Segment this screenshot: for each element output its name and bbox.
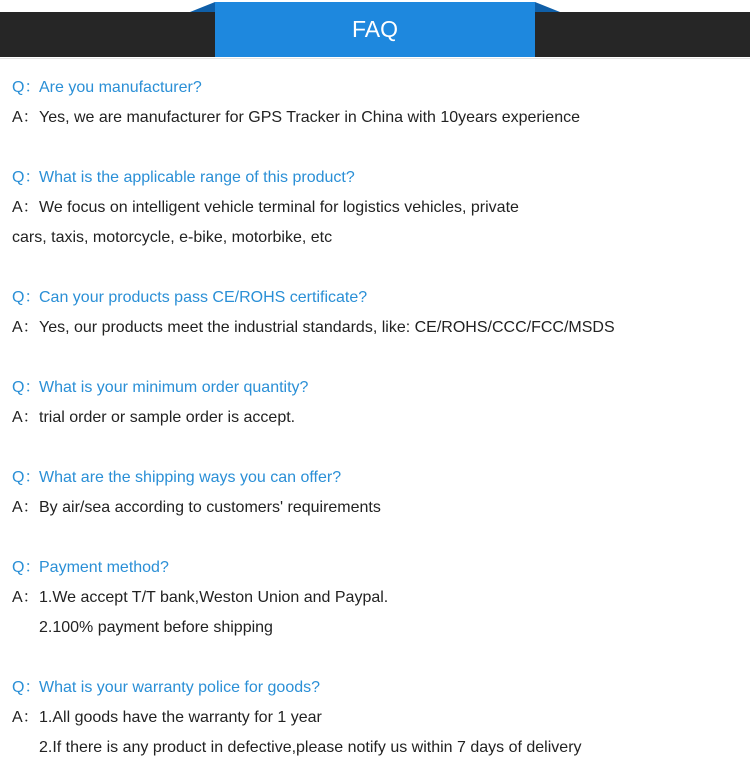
answer-text: Yes, our products meet the industrial standards, like: CE/ROHS/CCC/FCC/MSDS bbox=[39, 319, 615, 336]
answer-text: 1.We accept T/T bank,Weston Union and Paypal. bbox=[39, 589, 389, 606]
question-prefix: Q： bbox=[12, 289, 41, 306]
question-prefix: Q： bbox=[12, 379, 41, 396]
question-prefix: Q： bbox=[12, 169, 41, 186]
answer-text: We focus on intelligent vehicle terminal for logistics vehicles, private bbox=[39, 199, 519, 216]
question-text: Are you manufacturer? bbox=[39, 79, 202, 96]
answer-prefix: A： bbox=[12, 109, 39, 126]
faq-answer-continued: 2.If there is any product in defective,please notify us within 7 days of delivery bbox=[39, 739, 582, 756]
question-text: Payment method? bbox=[39, 559, 169, 576]
answer-prefix: A： bbox=[12, 199, 39, 216]
faq-question bbox=[12, 468, 341, 488]
faq-question bbox=[12, 678, 320, 698]
question-text: What is your minimum order quantity? bbox=[39, 379, 309, 396]
faq-answer bbox=[12, 318, 615, 338]
answer-text: Yes, we are manufacturer for GPS Tracker in China with 10years experience bbox=[39, 109, 580, 126]
divider bbox=[0, 58, 750, 59]
faq-question bbox=[12, 168, 355, 188]
faq-answer bbox=[12, 108, 580, 128]
faq-question bbox=[12, 558, 169, 578]
question-prefix: Q： bbox=[12, 679, 41, 696]
faq-question bbox=[12, 378, 308, 398]
question-text: What are the shipping ways you can offer? bbox=[39, 469, 342, 486]
faq-answer-continued: cars, taxis, motorcycle, e-bike, motorbike, etc bbox=[12, 229, 333, 246]
faq-question bbox=[12, 288, 367, 308]
answer-prefix: A： bbox=[12, 709, 39, 726]
answer-text: 1.All goods have the warranty for 1 year bbox=[39, 709, 322, 726]
faq-answer bbox=[12, 198, 519, 218]
question-text: What is the applicable range of this product? bbox=[39, 169, 355, 186]
faq-answer bbox=[12, 588, 388, 608]
faq-title: FAQ bbox=[215, 2, 535, 57]
question-prefix: Q： bbox=[12, 559, 41, 576]
question-prefix: Q： bbox=[12, 79, 41, 96]
answer-prefix: A： bbox=[12, 319, 39, 336]
banner-fold-left bbox=[190, 2, 215, 12]
faq-answer bbox=[12, 498, 381, 518]
faq-answer bbox=[12, 708, 322, 728]
answer-prefix: A： bbox=[12, 409, 39, 426]
faq-question bbox=[12, 78, 202, 98]
question-text: Can your products pass CE/ROHS certificate? bbox=[39, 289, 368, 306]
answer-text: trial order or sample order is accept. bbox=[39, 409, 296, 426]
faq-answer bbox=[12, 408, 295, 428]
question-prefix: Q： bbox=[12, 469, 41, 486]
answer-prefix: A： bbox=[12, 589, 39, 606]
answer-text: By air/sea according to customers' requirements bbox=[39, 499, 381, 516]
faq-answer-continued: 2.100% payment before shipping bbox=[39, 619, 273, 636]
question-text: What is your warranty police for goods? bbox=[39, 679, 321, 696]
banner-fold-right bbox=[535, 2, 560, 12]
answer-prefix: A： bbox=[12, 499, 39, 516]
